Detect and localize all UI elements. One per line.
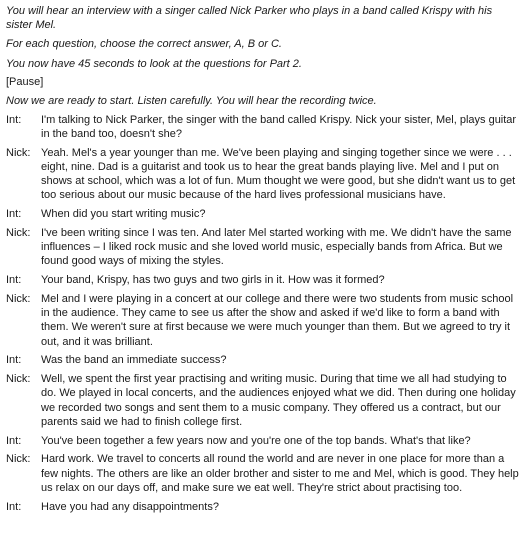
dialogue-turn <box>6 292 520 349</box>
speaker-label: Nick: <box>6 293 31 306</box>
speech-text: Mel and I were playing in a concert at our college and there were two students from music school in the audience. They came to see us after the show and asked if we'd like to form a band with them. We weren't sure at first because we were much younger than them. But we agreed to try it out, and it was brilliant. <box>41 293 514 348</box>
dialogue-turn <box>6 434 520 448</box>
speaker-label: Int: <box>6 354 22 367</box>
speaker-label: Int: <box>6 434 22 447</box>
intro-line-1: You will hear an interview with a singer called Nick Parker who plays in a band called Krispy with his sister Mel. <box>6 5 493 32</box>
speech-text: Your band, Krispy, has two guys and two girls in it. How was it formed? <box>41 274 385 287</box>
dialogue-turn <box>6 226 520 269</box>
intro-line-3: You now have 45 seconds to look at the questions for Part 2. <box>6 57 302 70</box>
speech-text: You've been together a few years now and you're one of the top bands. What's that like? <box>41 434 471 447</box>
speech-text: When did you start writing music? <box>41 208 206 221</box>
dialogue-turn <box>6 207 520 221</box>
speaker-label: Int: <box>6 113 22 126</box>
dialogue-turn <box>6 273 520 287</box>
speech-text: Hard work. We travel to concerts all round the world and are never in one place for more than a few nights. The others are like an older brother and sister to me and Mel, which is good. They help us relax on our days off, and make sure we eat well. They're strict about practising too. <box>41 453 519 494</box>
dialogue-turn <box>6 500 520 514</box>
pause-marker: [Pause] <box>6 75 44 88</box>
speaker-label: Nick: <box>6 146 31 159</box>
dialogue-turn <box>6 372 520 429</box>
dialogue-turn <box>6 353 520 367</box>
speaker-label: Int: <box>6 500 22 513</box>
dialogue-turn <box>6 113 520 141</box>
dialogue-turn <box>6 146 520 203</box>
intro-line-2: For each question, choose the correct answer, A, B or C. <box>6 38 282 51</box>
speech-text: Have you had any disappointments? <box>41 500 219 513</box>
speaker-label: Nick: <box>6 227 31 240</box>
speaker-label: Nick: <box>6 453 31 466</box>
speech-text: Was the band an immediate success? <box>41 354 227 367</box>
speech-text: Yeah. Mel's a year younger than me. We've been playing and singing together since we were . . . eight, nine. Dad is a guitarist and took us to hear the great bands playing live. Mel and I put on shows at school, which was a lot of fun. Mum thought we were good, but she didn't want us to get too serious about our music because of the hard lives professional musicians have. <box>41 146 516 202</box>
dialogue <box>6 113 520 514</box>
start-instruction: Now we are ready to start. Listen carefully. You will hear the recording twice. <box>6 95 377 108</box>
speaker-label: Nick: <box>6 373 31 386</box>
speech-text: I'm talking to Nick Parker, the singer with the band called Krispy. Nick your sister, Mel, plays guitar in the band too, doesn't she? <box>41 113 517 141</box>
speaker-label: Int: <box>6 208 22 221</box>
dialogue-turn <box>6 452 520 495</box>
speech-text: I've been writing since I was ten. And later Mel started working with me. We didn't have the same influences – I liked rock music and she loved world music, especially bands from Africa. But we found good ways of mixing the styles. <box>41 227 512 268</box>
speaker-label: Int: <box>6 274 22 287</box>
speech-text: Well, we spent the first year practising and writing music. During that time we all had studying to do. We played in local concerts, and the audiences enjoyed what we did. Then during one holiday we recorded two songs and sent them to a music company. They offered us a contract, but our parents said we had to finish college first. <box>41 373 516 428</box>
